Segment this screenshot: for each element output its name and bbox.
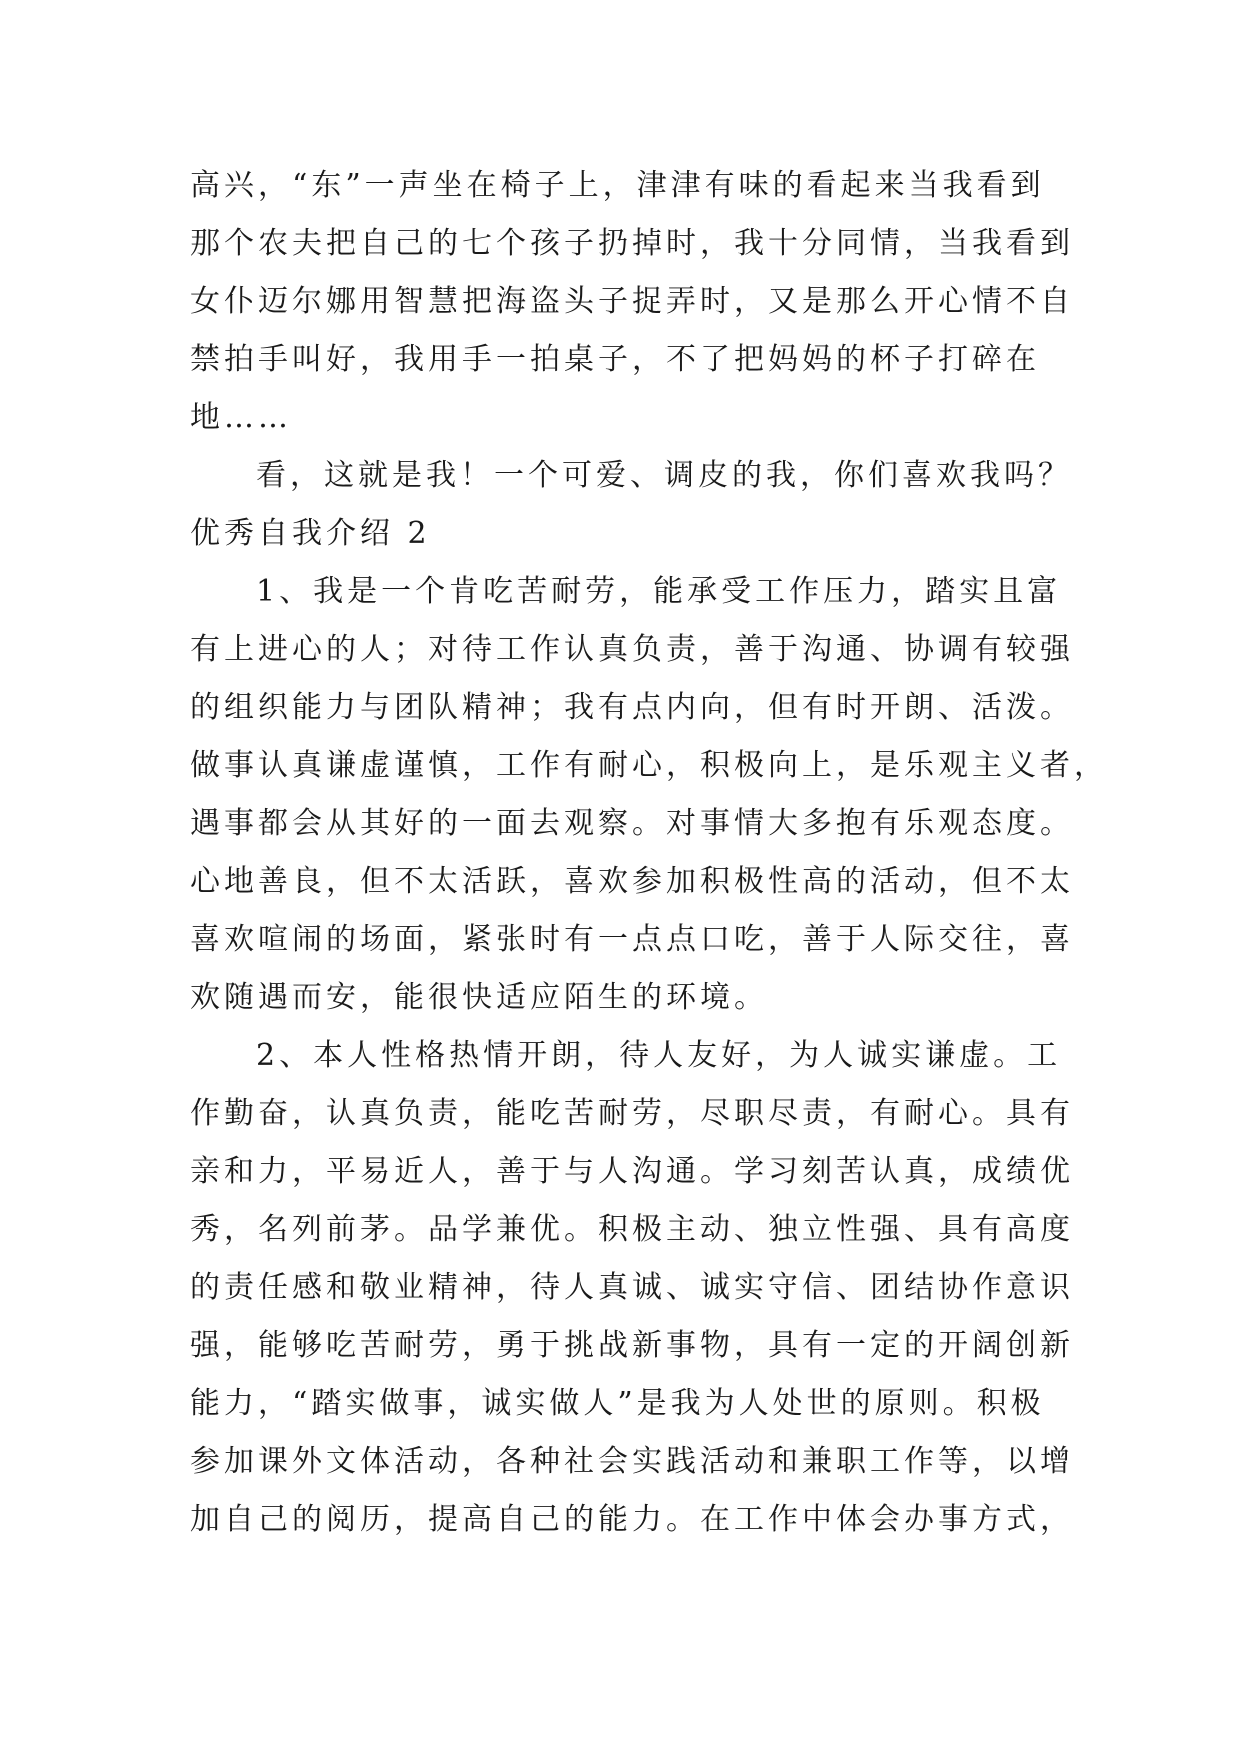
text-line: 心地善良，但不太活跃，喜欢参加积极性高的活动，但不太: [190, 864, 1074, 899]
text-line: 加自己的阅历，提高自己的能力。在工作中体会办事方式，: [190, 1502, 1074, 1537]
text-line: 秀，名列前茅。品学兼优。积极主动、独立性强、具有高度: [190, 1212, 1074, 1247]
text-line: 遇事都会从其好的一面去观察。对事情大多抱有乐观态度。: [190, 806, 1074, 841]
text-line: 亲和力，平易近人，善于与人沟通。学习刻苦认真，成绩优: [190, 1154, 1074, 1189]
text-line: 强，能够吃苦耐劳，勇于挑战新事物，具有一定的开阔创新: [190, 1328, 1074, 1363]
text-line: 喜欢喧闹的场面，紧张时有一点点口吃，善于人际交往，喜: [190, 922, 1074, 957]
text-line: 欢随遇而安，能很快适应陌生的环境。: [190, 980, 768, 1015]
text-line: 作勤奋，认真负责，能吃苦耐劳，尽职尽责，有耐心。具有: [190, 1096, 1074, 1131]
text-line: 有上进心的人；对待工作认真负责，善于沟通、协调有较强: [190, 632, 1074, 667]
text-line: 女仆迈尔娜用智慧把海盗头子捉弄时，又是那么开心情不自: [190, 284, 1074, 319]
text-line: 的组织能力与团队精神；我有点内向，但有时开朗、活泼。: [190, 690, 1074, 725]
text-line: 地……: [190, 400, 292, 435]
text-line: 参加课外文体活动，各种社会实践活动和兼职工作等，以增: [190, 1444, 1074, 1479]
section-heading: 优秀自我介绍 2: [190, 516, 431, 551]
text-line: 的责任感和敬业精神，待人真诚、诚实守信、团结协作意识: [190, 1270, 1074, 1305]
text-line: 1、我是一个肯吃苦耐劳，能承受工作压力，踏实且富: [256, 574, 1062, 609]
text-line: 那个农夫把自己的七个孩子扔掉时，我十分同情，当我看到: [190, 226, 1074, 261]
text-line: 能力，“踏实做事，诚实做人”是我为人处世的原则。积极: [190, 1386, 1045, 1421]
text-line: 看，这就是我！一个可爱、调皮的我，你们喜欢我吗？: [256, 458, 1072, 493]
text-line: 高兴，“东”一声坐在椅子上，津津有味的看起来当我看到: [190, 168, 1045, 203]
text-line: 做事认真谦虚谨慎，工作有耐心，积极向上，是乐观主义者，: [190, 748, 1108, 783]
text-line: 2、本人性格热情开朗，待人友好，为人诚实谦虚。工: [256, 1038, 1062, 1073]
document-body: [190, 157, 1108, 1549]
text-line: 禁拍手叫好，我用手一拍桌子，不了把妈妈的杯子打碎在: [190, 342, 1040, 377]
